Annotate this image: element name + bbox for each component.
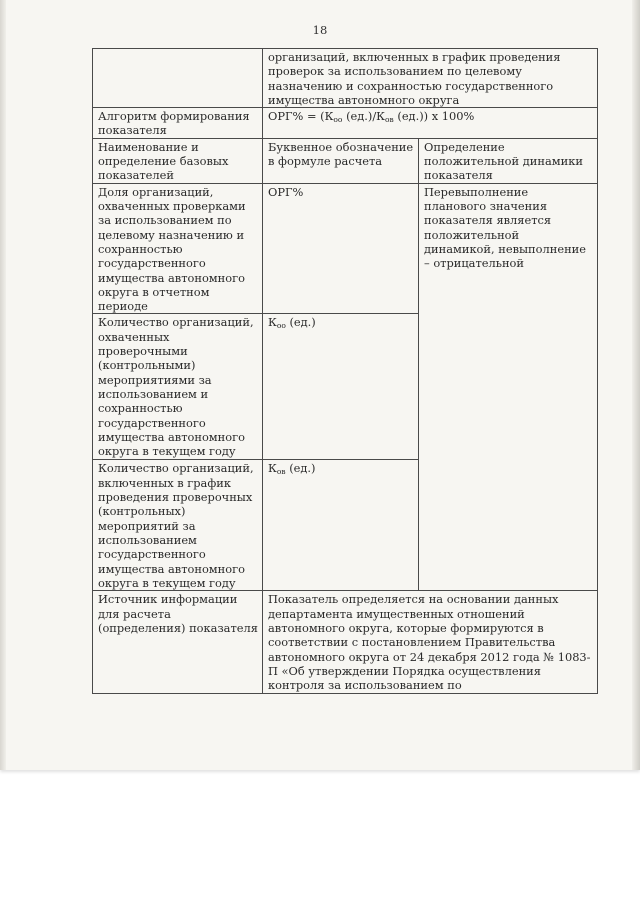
continuation-text: организаций, включенных в график проведения проверок за использованием по целевому назначению и сохранностью государственного имущества автономного округа [263,49,598,108]
indicator-table [92,48,598,694]
koo-name: Количество организаций, охваченных проверочными (контрольными) мероприятиями за использованием и сохранностью государственного имущества автономного округа в текущем году [93,314,263,460]
share-symbol: ОРГ% [263,183,419,314]
table-row-continuation [93,49,598,108]
header-name: Наименование и определение базовых показателей [93,138,263,183]
page-number: 18 [312,23,328,37]
kov-symbol: $К_{ов}$ (ед.) [263,460,419,591]
page-edge-right [632,0,640,770]
dynamics-definition: Перевыполнение планового значения показателя является положительной динамикой, невыполнение – отрицательной [419,183,598,591]
table-row-algorithm [93,108,598,139]
algorithm-label: Алгоритм формирования показателя [93,108,263,139]
empty-cell [93,49,263,108]
source-label: Источник информации для расчета (определения) показателя [93,591,263,694]
kov-name: Количество организаций, включенных в график проведения проверочных (контрольных) мероприятий за использованием государственного имущества автономного округа в текущем году [93,460,263,591]
koo-symbol: $К_{оо}$ (ед.) [263,314,419,460]
table-row-source [93,591,598,694]
page-edge-left [0,0,6,770]
algorithm-formula: $ОРГ\% = (К_{оо}$ $(ед.)/К_{ов}$ (ед.)) х 100% [263,108,598,139]
header-dynamics: Определение положительной динамики показателя [419,138,598,183]
header-symbol: Буквенное обозначение в формуле расчета [263,138,419,183]
source-text: Показатель определяется на основании данных департамента имущественных отношений автономного округа, которые формируются в соответствии с постановлением Правительства автономного округа от 24 декабря 2012 года № 1083-П «Об утверждении Порядка осуществления контроля за использованием по [263,591,598,694]
table-row-share [93,183,598,314]
table-row-header [93,138,598,183]
share-name: Доля организаций, охваченных проверками за использованием по целевому назначению и сохранностью государственного имущества автономного округа в отчетном периоде [93,183,263,314]
